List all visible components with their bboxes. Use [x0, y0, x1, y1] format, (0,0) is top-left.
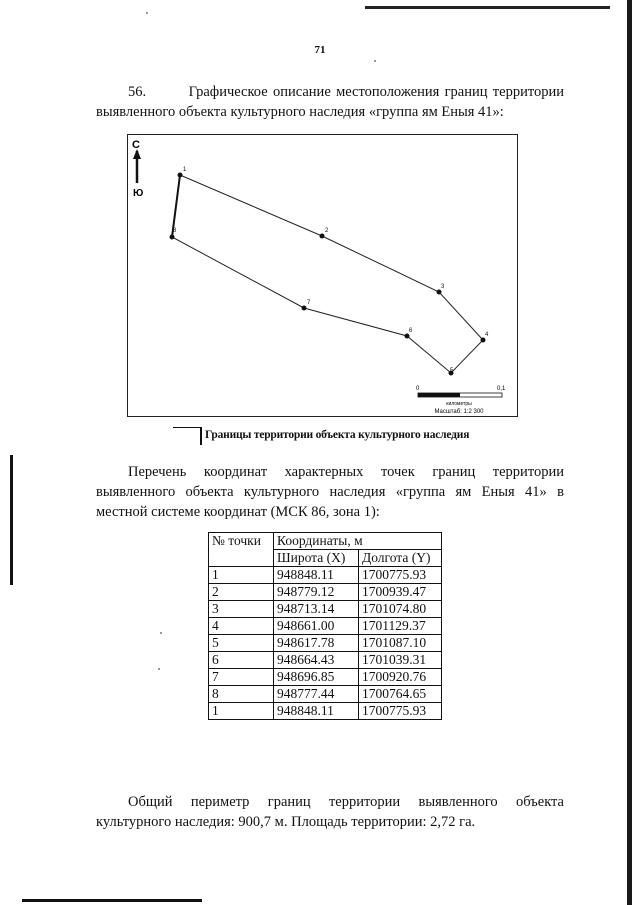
- point-number: 4: [209, 618, 274, 635]
- vertex-label-1: 1: [183, 167, 187, 173]
- coord-y: 1701129.37: [359, 618, 442, 635]
- map-scale-label: Масштаб: 1:2 300: [434, 409, 484, 415]
- vertex-6: [405, 334, 410, 339]
- scale-bar: [416, 386, 506, 415]
- legend-label: Границы территории объекта культурного наследия: [205, 429, 470, 441]
- scale-end-label: 0,1: [497, 386, 506, 392]
- heading-line-2: выявленного объекта культурного наследия «группа ям Еныя 41»:: [96, 104, 504, 120]
- table-row: [209, 584, 442, 601]
- scale-start-label: 0: [416, 386, 420, 392]
- table-row: [209, 635, 442, 652]
- coord-y: 1700775.93: [359, 567, 442, 584]
- point-number: 7: [209, 669, 274, 686]
- coordinates-intro: [96, 462, 564, 522]
- boundary-map: [127, 134, 518, 417]
- section-heading: [96, 82, 564, 122]
- vertex-label-3: 3: [441, 284, 445, 290]
- header-latitude: Широта (X): [274, 550, 359, 567]
- coord-y: 1700920.76: [359, 669, 442, 686]
- coord-y: 1701074.80: [359, 601, 442, 618]
- compass-north-label: С: [132, 139, 140, 151]
- coord-x: 948777.44: [274, 686, 359, 703]
- boundary-legend-symbol: [173, 427, 202, 445]
- scan-speck: [158, 668, 160, 670]
- boundary-map-svg: [128, 135, 517, 416]
- table-row: [209, 686, 442, 703]
- vertex-label-2: 2: [325, 228, 329, 234]
- table-row: [209, 567, 442, 584]
- coord-x: 948696.85: [274, 669, 359, 686]
- point-number: 3: [209, 601, 274, 618]
- coord-y: 1701087.10: [359, 635, 442, 652]
- scan-edge-line-bottom: [22, 899, 202, 902]
- point-number: 2: [209, 584, 274, 601]
- table-header-row: [209, 533, 442, 550]
- section-number: 56.: [128, 84, 147, 100]
- intro-line-3: местной системе координат (МСК 86, зона 1):: [96, 504, 380, 520]
- compass-south-label: Ю: [133, 188, 144, 199]
- scale-bar-segment: [418, 393, 460, 397]
- point-number: 5: [209, 635, 274, 652]
- scan-edge-shadow: [627, 0, 632, 905]
- header-coordinates: Координаты, м: [274, 533, 442, 550]
- table-row: [209, 652, 442, 669]
- intro-line-1: Перечень координат характерных точек границ территории: [128, 464, 564, 480]
- vertex-label-7: 7: [307, 300, 311, 306]
- point-number: 8: [209, 686, 274, 703]
- heading-line-1: [96, 82, 564, 102]
- vertex-8: [170, 235, 175, 240]
- vertex-3: [437, 290, 442, 295]
- vertex-7: [302, 306, 307, 311]
- vertex-label-5: 5: [450, 368, 454, 374]
- table-row: [209, 669, 442, 686]
- summary-line-1: Общий периметр границ территории выявленного объекта: [128, 794, 564, 810]
- vertex-label-4: 4: [485, 332, 489, 338]
- territory-boundary: [172, 175, 483, 373]
- vertex-label-8: 8: [173, 228, 177, 234]
- table-row: [209, 601, 442, 618]
- scan-speck: [374, 60, 376, 62]
- point-number: 1: [209, 703, 274, 720]
- coord-x: 948713.14: [274, 601, 359, 618]
- point-number: 6: [209, 652, 274, 669]
- table-row: [209, 618, 442, 635]
- summary-line-2: культурного наследия: 900,7 м. Площадь территории: 2,72 га.: [96, 814, 476, 830]
- scale-unit-label: километры: [446, 401, 472, 407]
- coord-x: 948661.00: [274, 618, 359, 635]
- vertex-4: [481, 338, 486, 343]
- scan-edge-mark: [10, 455, 13, 585]
- coord-x: 948848.11: [274, 703, 359, 720]
- header-longitude: Долгота (Y): [359, 550, 442, 567]
- vertex-1: [178, 173, 183, 178]
- page-number: 71: [314, 44, 326, 56]
- coord-y: 1701039.31: [359, 652, 442, 669]
- scan-speck: [146, 12, 148, 14]
- header-point: № точки: [209, 533, 274, 567]
- coord-x: 948779.12: [274, 584, 359, 601]
- vertex-2: [320, 234, 325, 239]
- coord-x: 948617.78: [274, 635, 359, 652]
- intro-line-2: выявленного объекта культурного наследия «группа ям Еныя 41» в: [96, 484, 564, 500]
- scan-edge-line: [365, 6, 610, 9]
- table-row: [209, 703, 442, 720]
- scan-speck: [160, 632, 162, 634]
- boundary-vertices: [170, 173, 486, 376]
- coord-y: 1700775.93: [359, 703, 442, 720]
- summary-paragraph: [96, 792, 564, 832]
- coord-y: 1700764.65: [359, 686, 442, 703]
- heading-text: Графическое описание местоположения границ территории: [188, 84, 565, 100]
- coordinates-table: [208, 532, 442, 720]
- point-number: 1: [209, 567, 274, 584]
- vertex-label-6: 6: [409, 328, 413, 334]
- coord-x: 948848.11: [274, 567, 359, 584]
- coord-x: 948664.43: [274, 652, 359, 669]
- coord-y: 1700939.47: [359, 584, 442, 601]
